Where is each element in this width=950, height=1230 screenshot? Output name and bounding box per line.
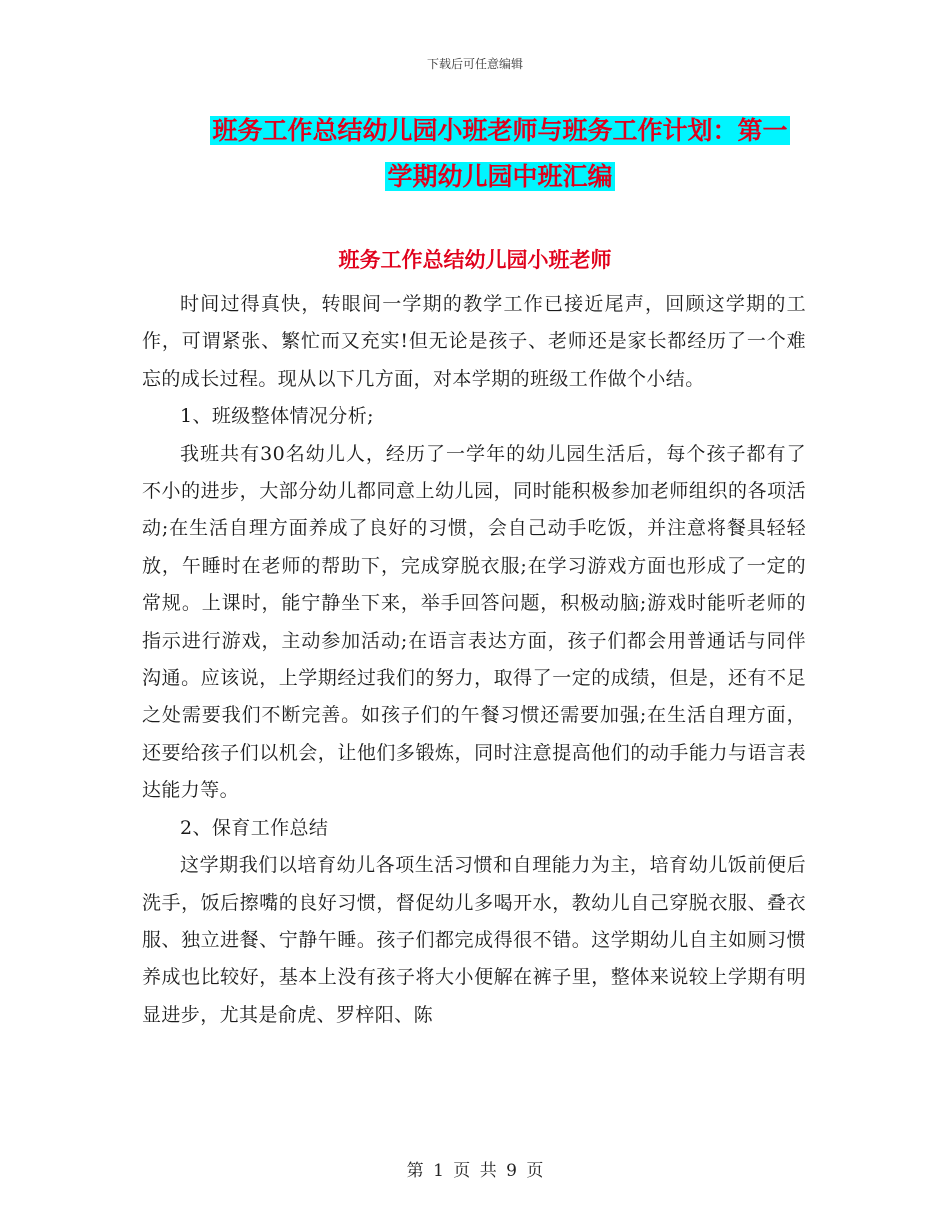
title-line-1: 班务工作总结幼儿园小班老师与班务工作计划：第一	[212, 116, 788, 145]
paragraph: 1、班级整体情况分析;	[180, 405, 374, 428]
paragraph: 2、保育工作总结	[180, 816, 329, 839]
paragraph: 这学期我们以培育幼儿各项生活习惯和自理能力为主，培育幼儿饭前便后洗手，饭后擦嘴的良好习惯，督促幼儿多喝开水，教幼儿自己穿脱衣服、叠衣服、独立进餐、宁静午睡。孩子们都完成得很不错。这学期幼儿自主如厕习惯养成也比较好，基本上没有孩子将大小便解在裤子里，整体来说较上学期有明显进步，尤其是俞虎、罗梓阳、陈	[142, 854, 806, 1026]
paragraph: 时间过得真快，转眼间一学期的教学工作已接近尾声，回顾这学期的工作，可谓紧张、繁忙而又充实!但无论是孩子、老师还是家长都经历了一个难忘的成长过程。现从以下几方面，对本学期的班级工作做个小结。	[142, 293, 806, 390]
title-line-2: 学期幼儿园中班汇编	[387, 162, 613, 191]
paragraph: 我班共有30名幼儿人，经历了一学年的幼儿园生活后，每个孩子都有了不小的进步，大部分幼儿都同意上幼儿园，同时能积极参加老师组织的各项活动;在生活自理方面养成了良好的习惯，会自己动手吃饭，并注意将餐具轻轻放，午睡时在老师的帮助下，完成穿脱衣服;在学习游戏方面也形成了一定的常规。上课时，能宁静坐下来，举手回答问题，积极动脑;游戏时能听老师的指示进行游戏，主动参加活动;在语言表达方面，孩子们都会用普通话与同伴沟通。应该说，上学期经过我们的努力，取得了一定的成绩，但是，还有不足之处需要我们不断完善。如孩子们的午餐习惯还需要加强;在生活自理方面，还要给孩子们以机会，让他们多锻炼，同时注意提高他们的动手能力与语言表达能力等。	[142, 442, 806, 802]
body-text	[142, 286, 806, 1034]
header-note: 下载后可任意编辑	[426, 57, 523, 71]
document-title	[195, 108, 805, 200]
section-title: 班务工作总结幼儿园小班老师	[338, 248, 612, 272]
page-footer: 第 1 页 共 9 页	[406, 1161, 544, 1181]
